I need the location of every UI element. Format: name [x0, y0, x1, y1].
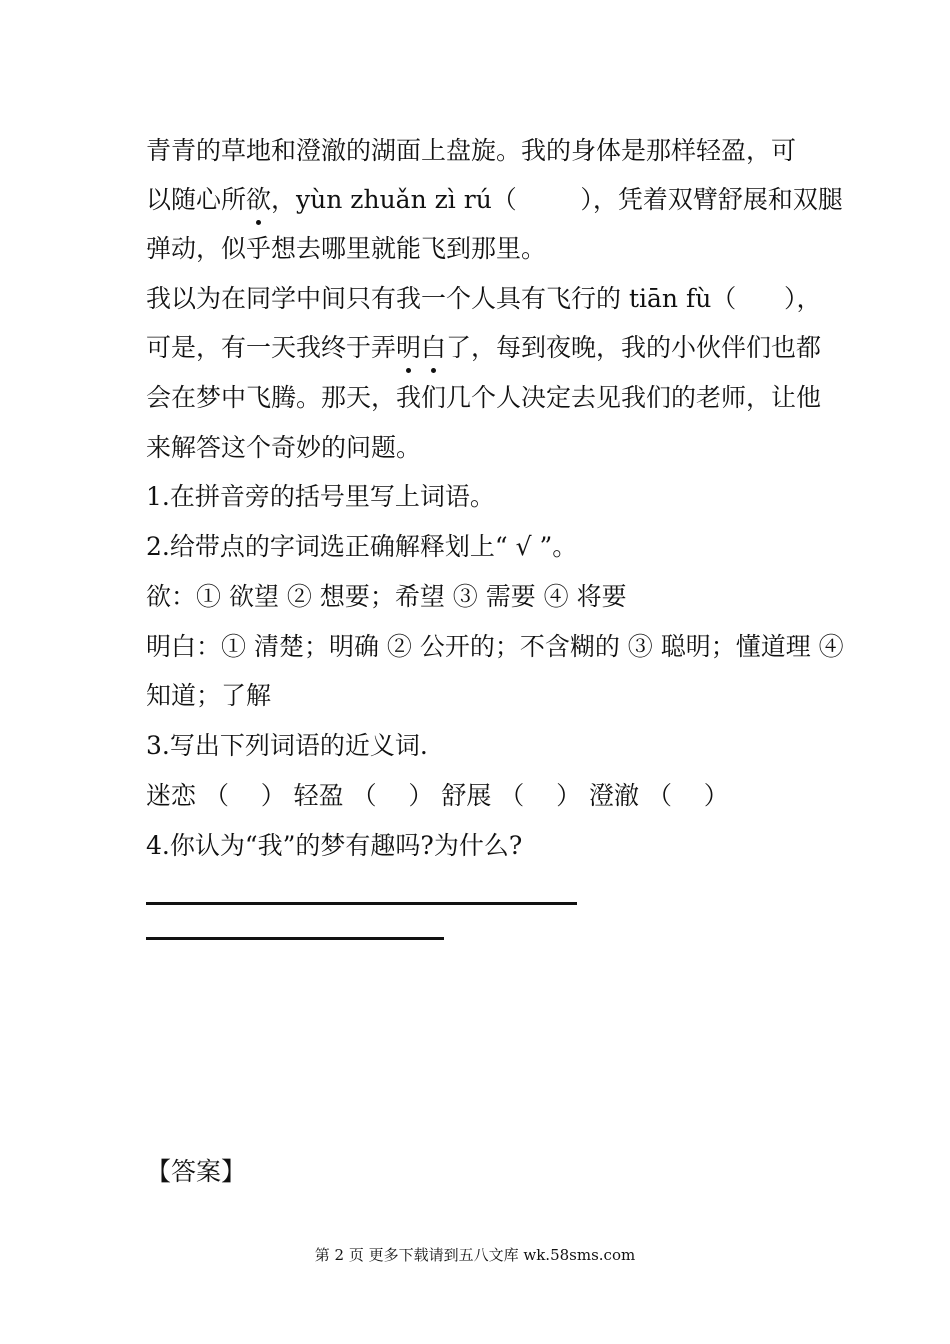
- passage-line-7: 来解答这个奇妙的问题。: [146, 433, 422, 462]
- answer-line-2[interactable]: [146, 937, 444, 940]
- question-4: 4.你认为“我”的梦有趣吗?为什么?: [146, 831, 523, 860]
- question-2: 2.给带点的字词选正确解释划上“ √ ”。: [146, 532, 578, 561]
- text-segment: 以随心所: [146, 185, 247, 214]
- question-3-words: 迷恋 （ ） 轻盈 （ ） 舒展 （ ） 澄澈 （ ）: [146, 781, 729, 810]
- question-2-mingbai-options-cont: 知道；了解: [146, 681, 272, 710]
- passage-line-4: 我以为在同学中间只有我一个人具有飞行的 tiān fù（ ），: [146, 284, 822, 313]
- passage-line-6: 会在梦中飞腾。那天，我们几个人决定去见我们的老师，让他: [146, 383, 822, 412]
- answer-line-1[interactable]: [146, 902, 577, 905]
- answer-heading: 【答案】: [146, 1157, 247, 1186]
- passage-line-2: [146, 183, 843, 217]
- page-footer: 第 2 页 更多下载请到五八文库 wk.58sms.com: [314, 1246, 636, 1264]
- question-1: 1.在拼音旁的括号里写上词语。: [146, 482, 495, 511]
- dotted-character: 明: [396, 331, 421, 365]
- dotted-character: 白: [421, 331, 446, 365]
- passage-line-1: 青青的草地和澄澈的湖面上盘旋。我的身体是那样轻盈，可: [146, 136, 797, 165]
- question-3: 3.写出下列词语的近义词.: [146, 731, 428, 760]
- question-2-yu-options: 欲：① 欲望 ② 想要；希望 ③ 需要 ④ 将要: [146, 582, 627, 611]
- text-segment: ，yùn zhuǎn zì rú（ ），凭着双臂舒展和双腿: [271, 185, 843, 214]
- passage-line-5: [146, 331, 821, 365]
- dotted-character: 欲: [246, 183, 271, 217]
- question-2-mingbai-options: 明白：① 清楚；明确 ② 公开的；不含糊的 ③ 聪明；懂道理 ④: [146, 632, 844, 661]
- text-segment: 可是，有一天我终于弄: [146, 333, 397, 362]
- passage-line-3: 弹动，似乎想去哪里就能飞到那里。: [146, 234, 547, 263]
- text-segment: 了，每到夜晚，我的小伙伴们也都: [446, 333, 822, 362]
